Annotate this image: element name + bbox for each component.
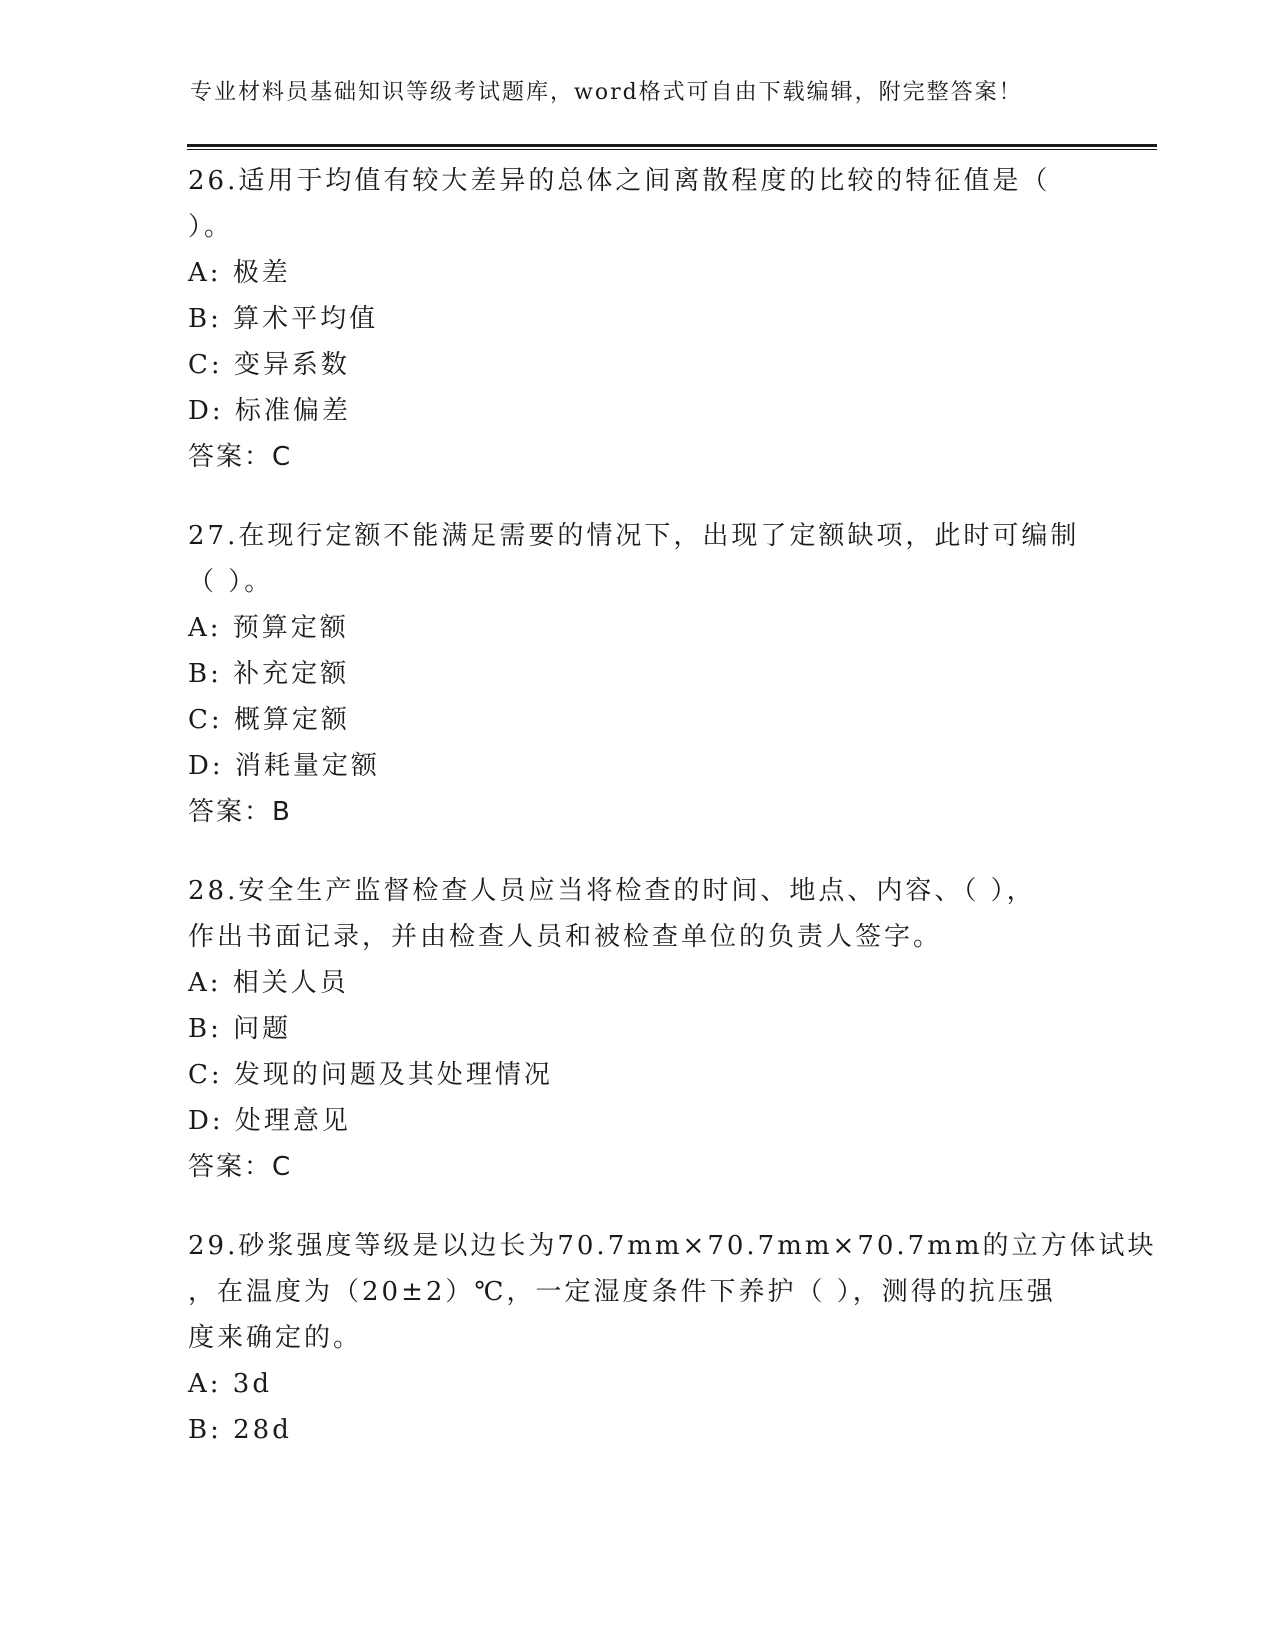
option-a: A: 预算定额 bbox=[188, 613, 349, 643]
question-text-line: 28.安全生产监督检查人员应当将检查的时间、地点、内容、（ ）， bbox=[188, 876, 1036, 906]
option-b: B: 补充定额 bbox=[188, 659, 350, 689]
question-text-line: 27.在现行定额不能满足需要的情况下，出现了定额缺项，此时可编制 bbox=[188, 521, 1080, 551]
question-26 bbox=[188, 158, 1088, 480]
option-b: B: 28d bbox=[188, 1415, 292, 1445]
answer-line: 答案：B bbox=[188, 797, 292, 827]
option-c: C: 发现的问题及其处理情况 bbox=[188, 1060, 553, 1090]
answer-line: 答案：C bbox=[188, 1152, 293, 1182]
question-text-line: ）。 bbox=[188, 212, 234, 242]
option-d: D: 消耗量定额 bbox=[188, 751, 380, 781]
answer-line: 答案：C bbox=[188, 442, 293, 472]
header-divider bbox=[187, 144, 1157, 150]
option-a: A: 极差 bbox=[188, 258, 291, 288]
option-a: A: 相关人员 bbox=[188, 968, 349, 998]
question-29 bbox=[188, 1223, 1157, 1453]
option-a: A: 3d bbox=[188, 1369, 272, 1399]
option-d: D: 处理意见 bbox=[188, 1106, 351, 1136]
question-text-line: （ ）。 bbox=[188, 567, 274, 597]
option-c: C: 变异系数 bbox=[188, 350, 350, 380]
question-text-line: 26.适用于均值有较大差异的总体之间离散程度的比较的特征值是（ bbox=[188, 166, 1051, 196]
question-28 bbox=[188, 868, 1088, 1190]
question-list bbox=[188, 158, 1157, 1486]
option-c: C: 概算定额 bbox=[188, 705, 350, 735]
option-b: B: 算术平均值 bbox=[188, 304, 379, 334]
question-text-line: 作出书面记录，并由检查人员和被检查单位的负责人签字。 bbox=[188, 922, 943, 952]
page-header: 专业材料员基础知识等级考试题库，word格式可自由下载编辑，附完整答案！ bbox=[190, 80, 1023, 105]
question-text-line: 29.砂浆强度等级是以边长为70.7mm×70.7mm×70.7mm的立方体试块 bbox=[188, 1231, 1157, 1261]
option-d: D: 标准偏差 bbox=[188, 396, 351, 426]
option-b: B: 问题 bbox=[188, 1014, 292, 1044]
question-27 bbox=[188, 513, 1088, 835]
question-text-line: 度来确定的。 bbox=[188, 1323, 363, 1353]
question-text-line: ，在温度为（20±2）℃，一定湿度条件下养护（ ），测得的抗压强 bbox=[188, 1277, 1056, 1307]
